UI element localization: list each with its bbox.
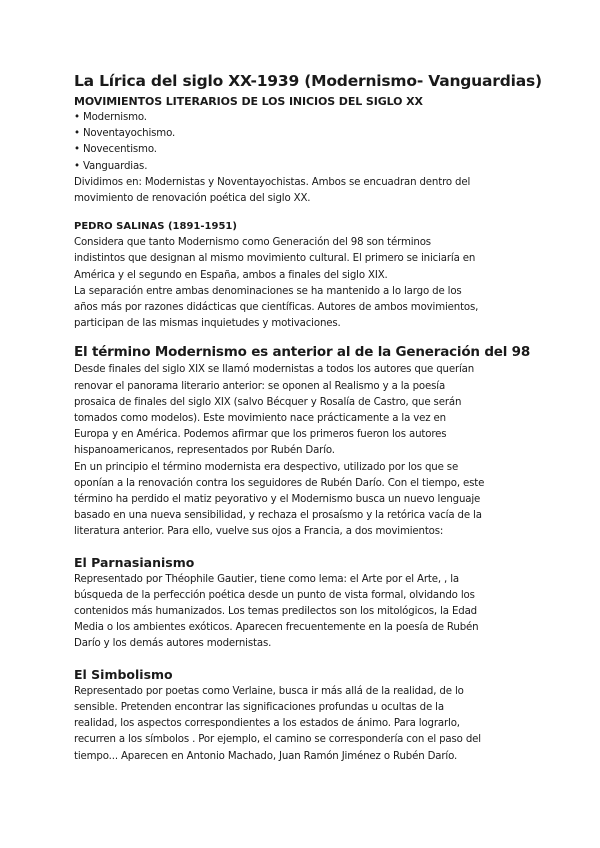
modernismo-paragraph — [74, 362, 532, 540]
text-line: Media o los ambientes exóticos. Aparecen frecuentemente en la poesía de Rubén — [74, 622, 479, 634]
salinas-paragraph — [74, 235, 532, 332]
text-line: Darío y los demás autores modernistas. — [74, 638, 272, 650]
text-line: La separación entre ambas denominaciones se ha mantenido a lo largo de los — [74, 285, 462, 297]
text-line: Europa y en América. Podemos afirmar que los primeros fueron los autores — [74, 429, 447, 441]
text-line: realidad, los aspectos correspondientes a los estados de ánimo. Para lograrlo, — [74, 718, 460, 730]
text-line: hispanoamericanos, representados por Rubén Darío. — [74, 445, 335, 457]
simbolismo-paragraph — [74, 684, 532, 765]
text-line: Dividimos en: Modernistas y Noventayochistas. Ambos se encuadran dentro del — [74, 176, 471, 188]
text-line: tomados como modelos). Este movimiento nace prácticamente a la vez en — [74, 413, 446, 425]
text-line: prosaica de finales del siglo XIX (salvo Bécquer y Rosalía de Castro, que serán — [74, 396, 462, 408]
text-line: búsqueda de la perfección poética desde un punto de vista formal, olvidando los — [74, 589, 475, 601]
modernismo-heading: El término Modernismo es anterior al de la Generación del 98 — [74, 344, 531, 361]
text-line: término ha perdido el matiz peyorativo y el Modernismo busca un nuevo lenguaje — [74, 494, 481, 506]
text-line: movimiento de renovación poética del siglo XX. — [74, 193, 311, 205]
text-line: años más por razones didácticas que científicas. Autores de ambos movimientos, — [74, 302, 479, 314]
text-line: En un principio el término modernista era despectivo, utilizado por los que se — [74, 461, 459, 473]
parnasianismo-heading: El Parnasianismo — [74, 554, 195, 570]
text-line: Desde finales del siglo XIX se llamó modernistas a todos los autores que querían — [74, 364, 475, 376]
text-line: recurren a los símbolos . Por ejemplo, el camino se correspondería con el paso del — [74, 734, 481, 746]
text-line: Representado por Théophile Gautier, tiene como lema: el Arte por el Arte, , la — [74, 573, 459, 585]
text-line: Considera que tanto Modernismo como Generación del 98 son términos — [74, 237, 431, 249]
movements-list — [74, 110, 532, 175]
text-line: América y el segundo en España, ambos a finales del siglo XIX. — [74, 269, 388, 281]
page-title: La Lírica del siglo XX-1939 (Modernismo- Vanguardias) — [74, 72, 542, 90]
intro-paragraph — [74, 175, 532, 207]
text-line: renovar el panorama literario anterior: se oponen al Realismo y a la poesía — [74, 380, 446, 392]
text-line: oponían a la renovación contra los seguidores de Rubén Darío. Con el tiempo, este — [74, 477, 485, 489]
text-line: Representado por poetas como Verlaine, busca ir más allá de la realidad, de lo — [74, 685, 464, 697]
text-line: basado en una nueva sensibilidad, y rechaza el prosaísmo y la retórica vacía de la — [74, 510, 482, 522]
document-page — [74, 70, 542, 765]
text-line: contenidos más humanizados. Los temas predilectos son los mitológicos, la Edad — [74, 606, 477, 618]
text-line: indistintos que designan al mismo movimiento cultural. El primero se iniciaría en — [74, 253, 476, 265]
list-item: • Vanguardias. — [74, 160, 148, 172]
section-subtitle: MOVIMIENTOS LITERARIOS DE LOS INICIOS DEL SIGLO XX — [74, 95, 423, 108]
text-line: literatura anterior. Para ello, vuelve sus ojos a Francia, a dos movimientos: — [74, 526, 444, 538]
text-line: tiempo... Aparecen en Antonio Machado, Juan Ramón Jiménez o Rubén Darío. — [74, 750, 458, 762]
list-item: • Modernismo. — [74, 112, 147, 123]
salinas-heading: PEDRO SALINAS (1891-1951) — [74, 221, 237, 233]
text-line: sensible. Pretenden encontrar las significaciones profundas u ocultas de la — [74, 701, 444, 713]
parnasianismo-paragraph — [74, 572, 532, 653]
simbolismo-heading: El Simbolismo — [74, 666, 173, 682]
list-item: • Noventayochismo. — [74, 128, 176, 140]
list-item: • Novecentismo. — [74, 144, 157, 156]
text-line: participan de las mismas inquietudes y motivaciones. — [74, 318, 341, 330]
